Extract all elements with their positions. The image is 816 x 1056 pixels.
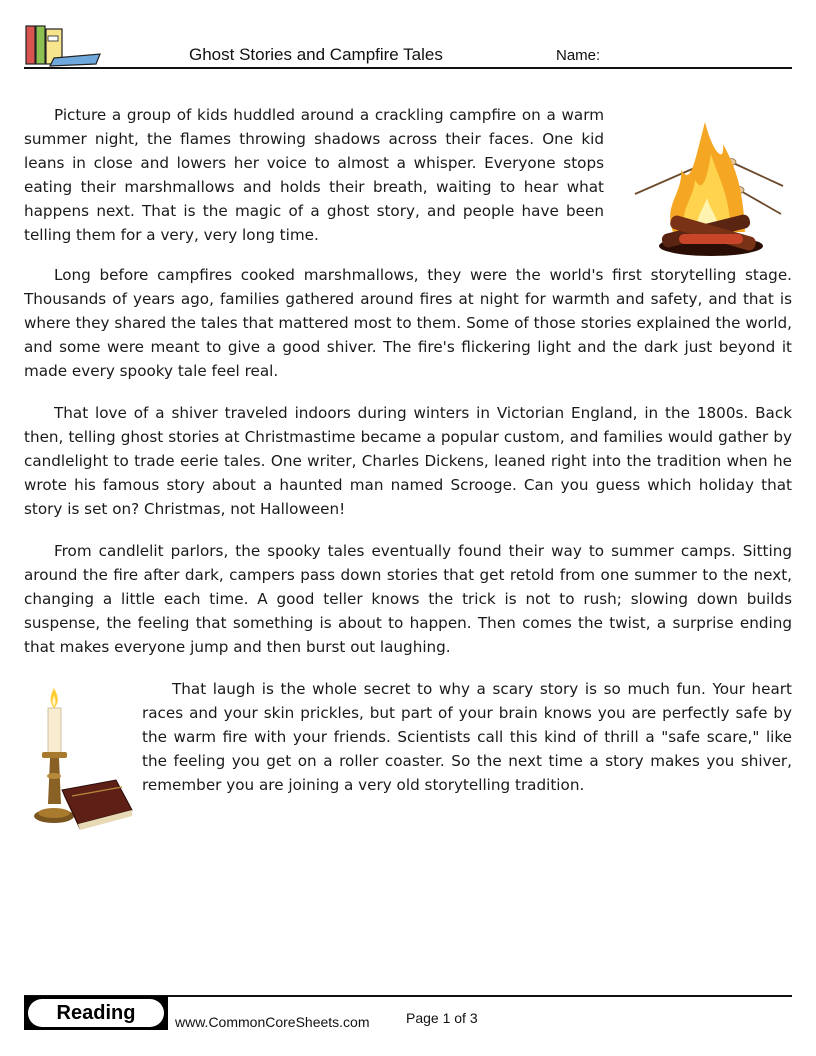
reading-badge-label: Reading xyxy=(28,999,164,1027)
footer-site-link[interactable]: www.CommonCoreSheets.com xyxy=(175,1014,370,1030)
header-rule xyxy=(24,67,792,69)
paragraph-4: From candlelit parlors, the spooky tales eventually found their way to summer camps. Sitting around the fire after dark, campers pass down stories that get retold from one summer to the next, changing a little each time. A good teller knows the trick is not to rush; slowing down builds suspense, the feeling that something is about to happen. Then comes the twist, a surprise ending that makes everyone jump and then burst out laughing. xyxy=(24,542,792,656)
reading-badge xyxy=(24,996,168,1030)
page-number: Page 1 of 3 xyxy=(406,1010,478,1026)
name-label: Name: xyxy=(556,47,601,64)
paragraph-5: That laugh is the whole secret to why a scary story is so much fun. Your heart races and your skin prickles, but part of your brain knows you are perfectly safe by the warm fire with your friends. Scientists call this kind of thrill a "safe scare," like the feeling you get on a roller coaster. So the next time a story makes you shiver, remember you are joining a very old storytelling tradition. xyxy=(142,680,792,794)
worksheet-header xyxy=(24,20,792,70)
candle-and-book-image xyxy=(28,684,134,830)
books-icon xyxy=(24,24,104,70)
campfire-marshmallows-image xyxy=(633,114,785,260)
paragraph-2: Long before campfires cooked marshmallows, they were the world's first storytelling stage. Thousands of years ago, families gathered around fires at night for warmth and safety, and that is where they shared the tales that mattered most to them. Some of those stories explained the world, and some were meant to give a good shiver. The fire's flickering light and the dark just beyond it made every spooky tale feel real. xyxy=(24,266,792,380)
paragraph-1: Picture a group of kids huddled around a crackling campfire on a warm summer night, the flames throwing shadows across their faces. One kid leans in close and lowers her voice to almost a whisper. Everyone stops eating their marshmallows and holds their breath, waiting to hear what happens next. That is the magic of a ghost story, and people have been telling them for a very, very long time. xyxy=(24,106,604,244)
worksheet-title: Ghost Stories and Campfire Tales xyxy=(189,45,443,64)
paragraph-3: That love of a shiver traveled indoors during winters in Victorian England, in the 1800s. Back then, telling ghost stories at Christmastime became a popular custom, and families would gather by candlelight to trade eerie tales. One writer, Charles Dickens, leaned right into the tradition when he wrote his famous story about a haunted man named Scrooge. Can you guess which holiday that story is set on? Christmas, not Halloween! xyxy=(24,404,792,518)
